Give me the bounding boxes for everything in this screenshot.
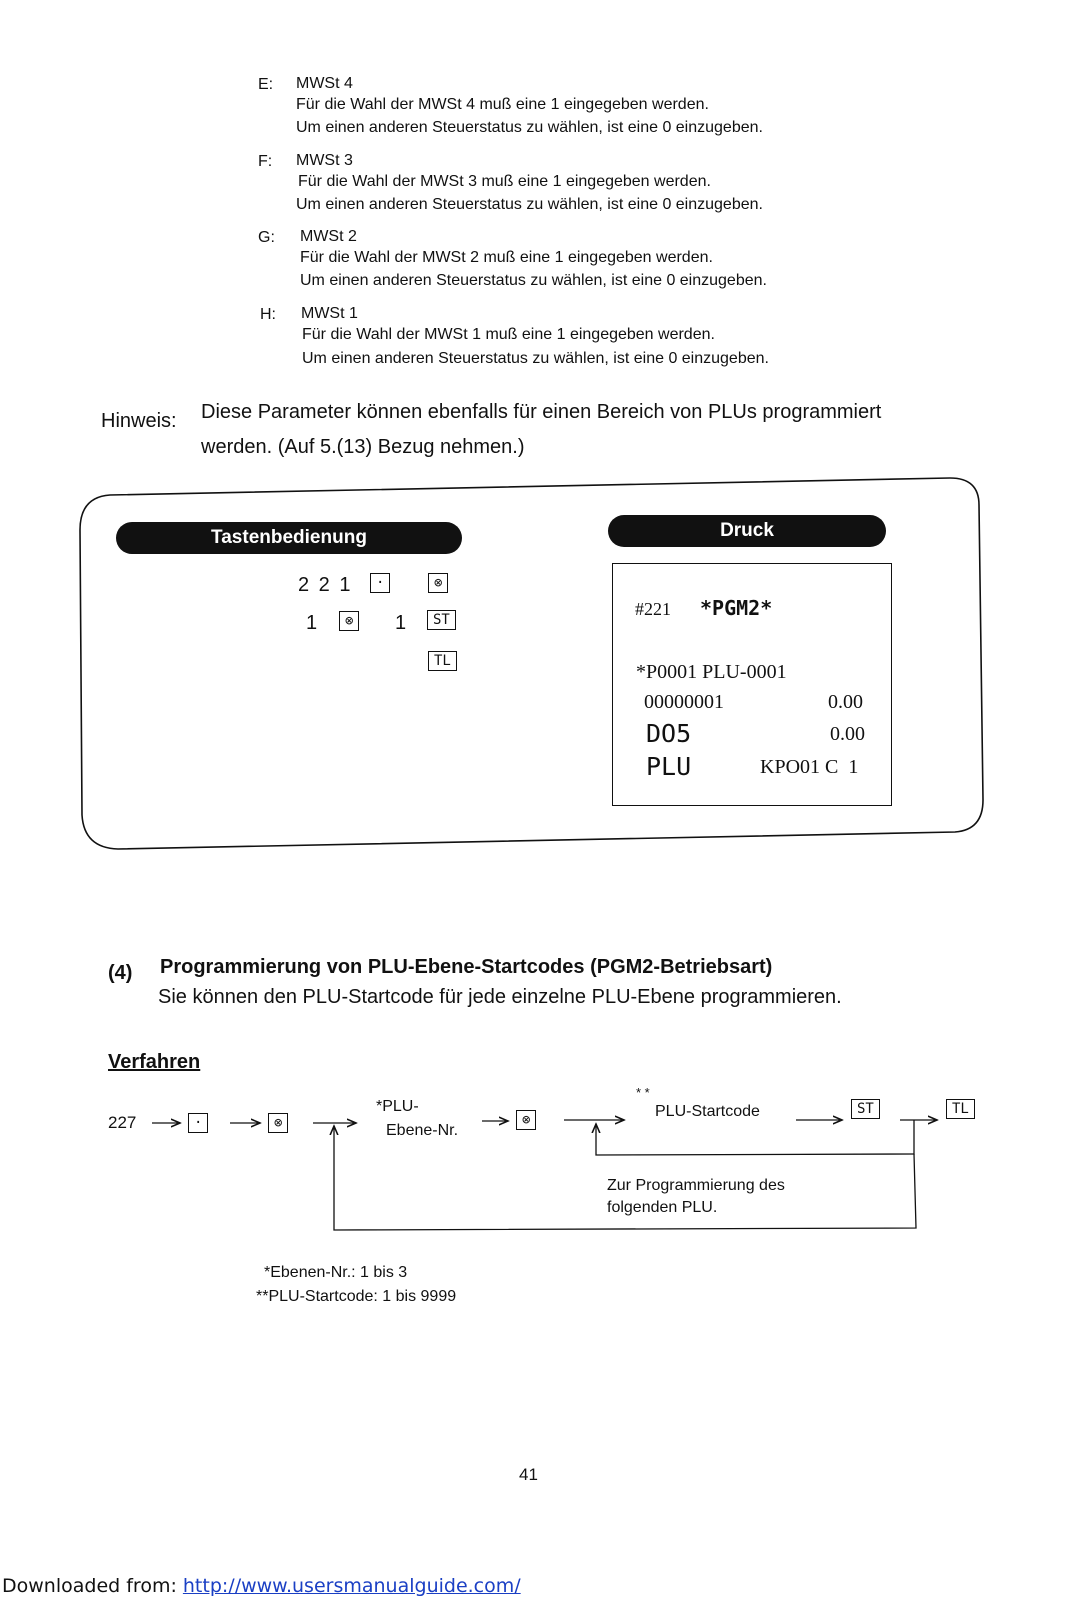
print-title: Druck (608, 515, 886, 547)
tax-name-e: MWSt 4 (296, 75, 353, 92)
flow-level-2: Ebene-Nr. (386, 1122, 459, 1139)
tax-line-f1: Für die Wahl der MWSt 3 muß eine 1 eingegeben werden. (298, 173, 711, 190)
section-title: Programmierung von PLU-Ebene-Startcodes (PGM2-Betriebsart) (160, 956, 773, 978)
flow-dot-key: · (188, 1113, 208, 1133)
receipt-line1-a: #221 (635, 599, 671, 619)
receipt-line2: *P0001 PLU-0001 (636, 661, 787, 683)
footnote-levels: *Ebenen-Nr.: 1 bis 3 (264, 1264, 408, 1281)
tax-letter-g: G: (258, 229, 275, 246)
receipt-line3-b: 0.00 (828, 691, 863, 713)
receipt-line4-a: DO5 (646, 719, 692, 748)
receipt-line3-a: 00000001 (644, 691, 724, 713)
note-label: Hinweis: (101, 410, 177, 432)
flow-tl-key: TL (946, 1099, 975, 1119)
tax-line-g1: Für die Wahl der MWSt 2 muß eine 1 eingegeben werden. (300, 249, 713, 266)
flow-loop-1: Zur Programmierung des (607, 1177, 785, 1194)
receipt-line4-b: 0.00 (830, 723, 865, 745)
footer (2, 1574, 521, 1598)
tax-line-f2: Um einen anderen Steuerstatus zu wählen, ist eine 0 einzugeben. (296, 196, 763, 213)
keys-title: Tastenbedienung (116, 522, 462, 554)
note-line2: werden. (Auf 5.(13) Bezug nehmen.) (201, 436, 525, 458)
tax-line-e1: Für die Wahl der MWSt 4 muß eine 1 eingegeben werden. (296, 96, 709, 113)
note-line1: Diese Parameter können ebenfalls für einen Bereich von PLUs programmiert (201, 401, 882, 423)
procedure-flow-lines (0, 1080, 1077, 1250)
procedure-start: 227 (108, 1113, 137, 1132)
section-desc: Sie können den PLU-Startcode für jede einzelne PLU-Ebene programmieren. (158, 986, 842, 1008)
key-seq-value-a: 1 (306, 612, 318, 634)
page-number: 41 (519, 1465, 538, 1484)
footer-link[interactable]: http://www.usersmanualguide.com/ (182, 1575, 521, 1597)
footnote-startcode: **PLU-Startcode: 1 bis 9999 (256, 1288, 457, 1305)
key-seq-number: 2 2 1 (298, 574, 353, 596)
flow-stars: * * (636, 1085, 650, 1100)
tax-line-h2: Um einen anderen Steuerstatus zu wählen, ist eine 0 einzugeben. (302, 350, 769, 367)
flow-multiply-key-2: ⊗ (516, 1110, 536, 1130)
flow-level-1: *PLU- (376, 1098, 419, 1115)
procedure-heading: Verfahren (108, 1051, 201, 1073)
tax-line-h1: Für die Wahl der MWSt 1 muß eine 1 eingegeben werden. (302, 326, 715, 343)
tax-name-h: MWSt 1 (301, 305, 358, 322)
multiply-key-2: ⊗ (339, 611, 359, 631)
receipt-line5-a: PLU (646, 752, 692, 781)
flow-loop-2: folgenden PLU. (607, 1199, 718, 1216)
flow-st-key: ST (851, 1099, 880, 1119)
tax-letter-f: F: (258, 153, 273, 170)
multiply-key: ⊗ (428, 573, 448, 593)
tax-line-e2: Um einen anderen Steuerstatus zu wählen, ist eine 0 einzugeben. (296, 119, 763, 136)
section-number: (4) (108, 962, 133, 984)
flow-multiply-key: ⊗ (268, 1113, 288, 1133)
tax-letter-e: E: (258, 76, 274, 93)
receipt-line5-b: KPO01 C 1 (760, 756, 859, 778)
tl-key: TL (428, 651, 457, 671)
footer-label: Downloaded from: (2, 1575, 183, 1597)
tax-name-f: MWSt 3 (296, 152, 353, 169)
flow-startcode: PLU-Startcode (655, 1103, 760, 1120)
tax-line-g2: Um einen anderen Steuerstatus zu wählen, ist eine 0 einzugeben. (300, 272, 767, 289)
tax-name-g: MWSt 2 (300, 228, 357, 245)
key-seq-value-b: 1 (395, 612, 407, 634)
dot-key: · (370, 573, 390, 593)
st-key: ST (427, 610, 456, 630)
tax-letter-h: H: (260, 306, 276, 323)
receipt-line1-b: *PGM2* (700, 596, 773, 620)
